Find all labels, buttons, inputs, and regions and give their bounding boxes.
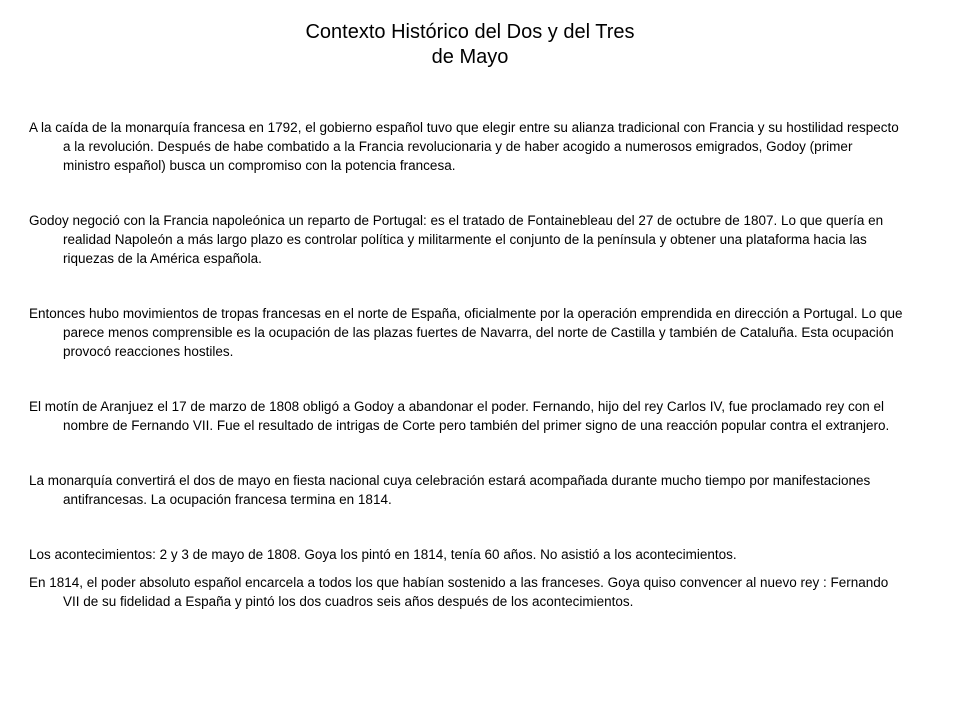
paragraph-troop-movements: Entonces hubo movimientos de tropas francesas en el norte de España, oficialmente por la operación emprendida en dirección a Portugal. Lo que parece menos comprensible es la ocupación de las plazas fuertes de Navarra, del norte de Castilla y también de Cataluña. Esta ocupación provocó reacciones hostiles. [29,306,903,359]
paragraph-events: Los acontecimientos: 2 y 3 de mayo de 1808. Goya los pintó en 1814, tenía 60 años. No asistió a los acontecimientos. [29,547,737,562]
slide-title-line-1: Contexto Histórico del Dos y del Tres [305,21,635,43]
slide-title [0,20,940,70]
paragraph-aranjuez: El motín de Aranjuez el 17 de marzo de 1808 obligó a Godoy a abandonar el poder. Fernando, hijo del rey Carlos IV, fue proclamado rey con el nombre de Fernando VII. Fue el resultado de intrigas de Corte pero también del primer signo de una reacción popular contra el extranjero. [29,399,890,433]
paragraph-fontainebleau: Godoy negoció con la Francia napoleónica un reparto de Portugal: es el tratado de Fontainebleau del 27 de octubre de 1807. Lo que quería en realidad Napoleón a más largo plazo es controlar política y militarmente el conjunto de la península y obtener una plataforma hacia las riquezas de la América española. [29,213,884,266]
paragraph-goya: En 1814, el poder absoluto español encarcela a todos los que habían sostenido a las franceses. Goya quiso convencer al nuevo rey : Fernando VII de su fidelidad a España y pintó los dos cuadros seis años después de los acontecimientos. [29,575,889,609]
paragraph-revolution: A la caída de la monarquía francesa en 1792, el gobierno español tuvo que elegir entre su alianza tradicional con Francia y su hostilidad respecto a la revolución. Después de habe combatido a la Francia revolucionaria y de haber acogido a numerosos emigrados, Godoy (primer ministro español) busca un compromiso con la potencia francesa. [29,120,899,173]
paragraph-monarchy: La monarquía convertirá el dos de mayo en fiesta nacional cuya celebración estará acompañada durante mucho tiempo por manifestaciones antifrancesas. La ocupación francesa termina en 1814. [29,473,871,507]
slide-title-line-2: de Mayo [431,46,509,68]
slide-body [29,118,903,611]
